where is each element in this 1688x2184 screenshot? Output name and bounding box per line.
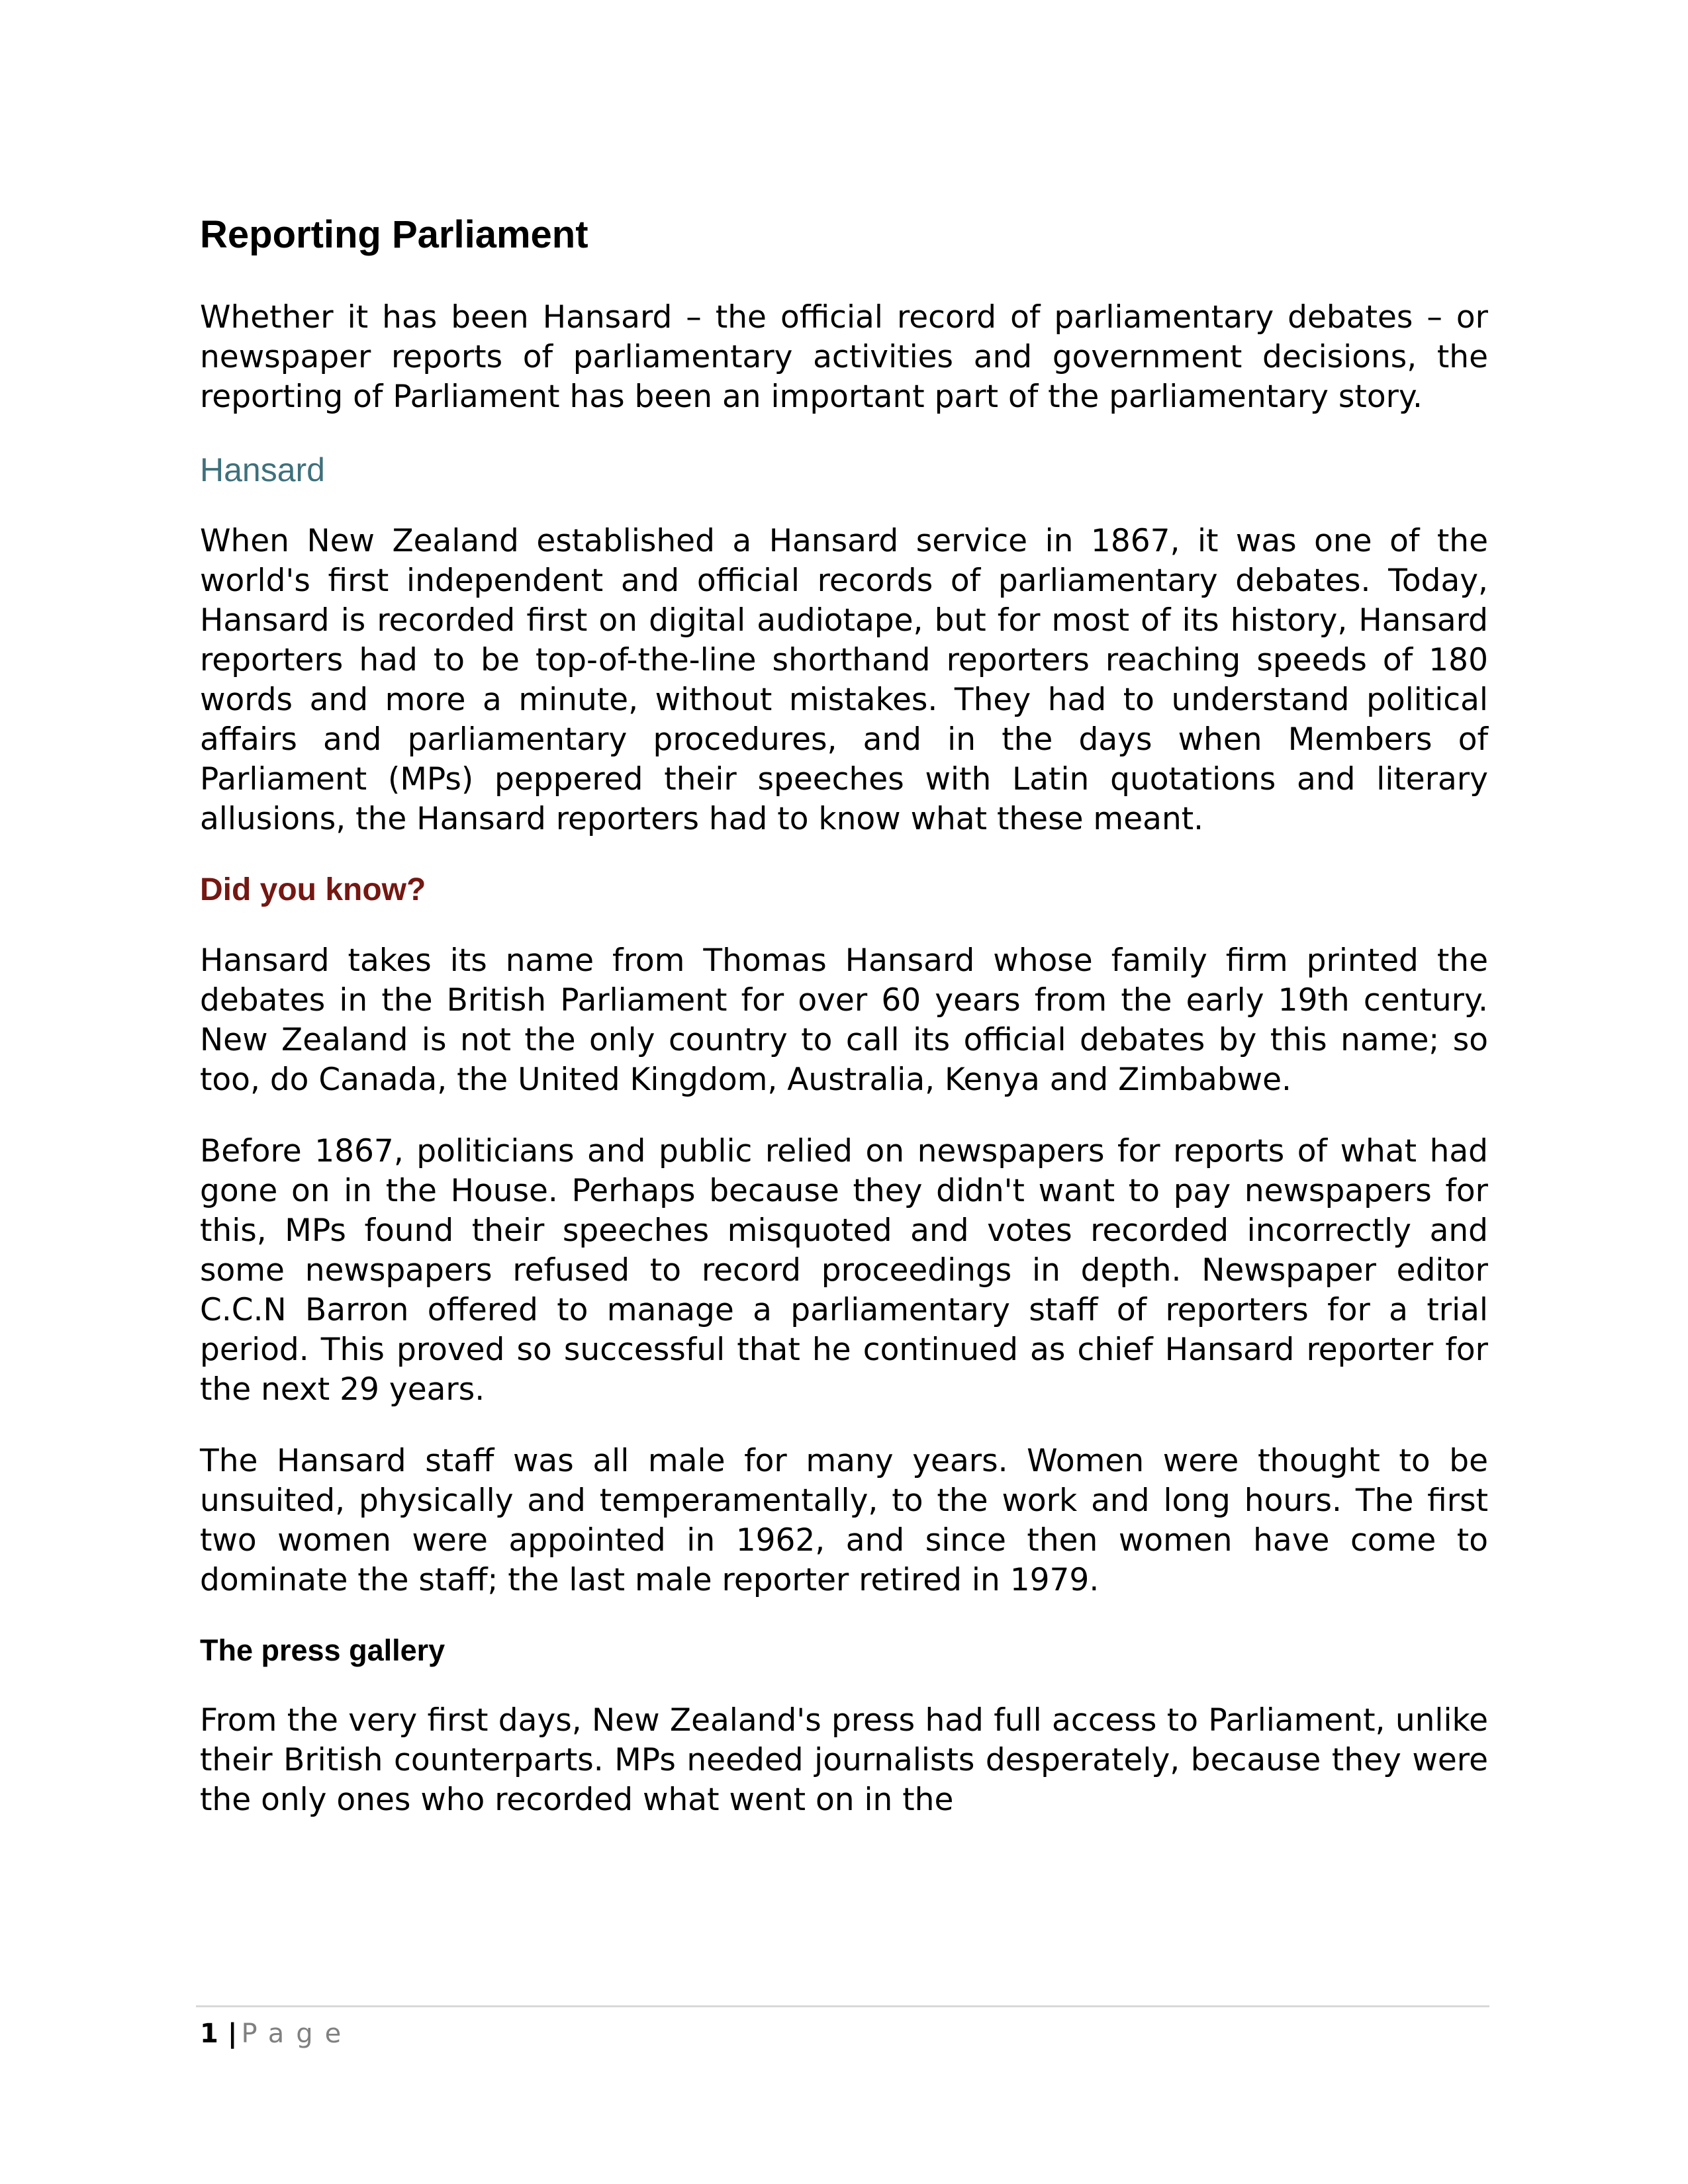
footer-page-number: 1 — [200, 2019, 218, 2049]
press-gallery-paragraph: From the very first days, New Zealand's press had full access to Parliament, unlike their British counterparts. MPs needed journalists desperately, because they were the only ones who recorded what went on in the — [200, 1702, 1488, 1818]
section-heading-hansard: Hansard — [200, 451, 325, 488]
intro-paragraph: Whether it has been Hansard – the official record of parliamentary debates – or newspaper reports of parliamentary activities and government decisions, the reporting of Parliament has been an important part of the parliamentary story. — [200, 299, 1488, 415]
before-1867-paragraph: Before 1867, politicians and public relied on newspapers for reports of what had gone on in the House. Perhaps because they didn't want to pay newspapers for this, MPs found their speeches misquoted and votes recorded incorrectly and some newspapers refused to record proceedings in depth. Newspaper editor C.C.N Barron offered to manage a parliamentary staff of reporters for a trial period. This proved so successful that he continued as chief Hansard reporter for the next 29 years. — [200, 1133, 1488, 1408]
section-heading-did-you-know: Did you know? — [200, 872, 426, 907]
footer-page-label: Page — [241, 2019, 353, 2049]
page-footer — [196, 2005, 1489, 2048]
hansard-staff-paragraph: The Hansard staff was all male for many years. Women were thought to be unsuited, physically and temperamentally, to the work and long hours. The first two women were appointed in 1962, and since then women have come to dominate the staff; the last male reporter retired in 1979. — [200, 1443, 1488, 1598]
hansard-name-origin-paragraph: Hansard takes its name from Thomas Hansard whose family firm printed the debates in the British Parliament for over 60 years from the early 19th century. New Zealand is not the only country to call its official debates by this name; so too, do Canada, the United Kingdom, Australia, Kenya and Zimbabwe. — [200, 942, 1488, 1098]
hansard-history-paragraph: When New Zealand established a Hansard service in 1867, it was one of the world's first independent and official records of parliamentary debates. Today, Hansard is recorded first on digital audiotape, but for most of its history, Hansard reporters had to be top-of-the-line shorthand reporters reaching speeds of 180 words and more a minute, without mistakes. They had to understand political affairs and parliamentary procedures, and in the days when Members of Parliament (MPs) peppered their speeches with Latin quotations and literary allusions, the Hansard reporters had to know what these meant. — [200, 523, 1488, 837]
footer-separator: | — [227, 2019, 238, 2049]
document-title: Reporting Parliament — [200, 213, 588, 256]
section-heading-press-gallery: The press gallery — [200, 1633, 445, 1667]
document-content — [200, 212, 1488, 1852]
